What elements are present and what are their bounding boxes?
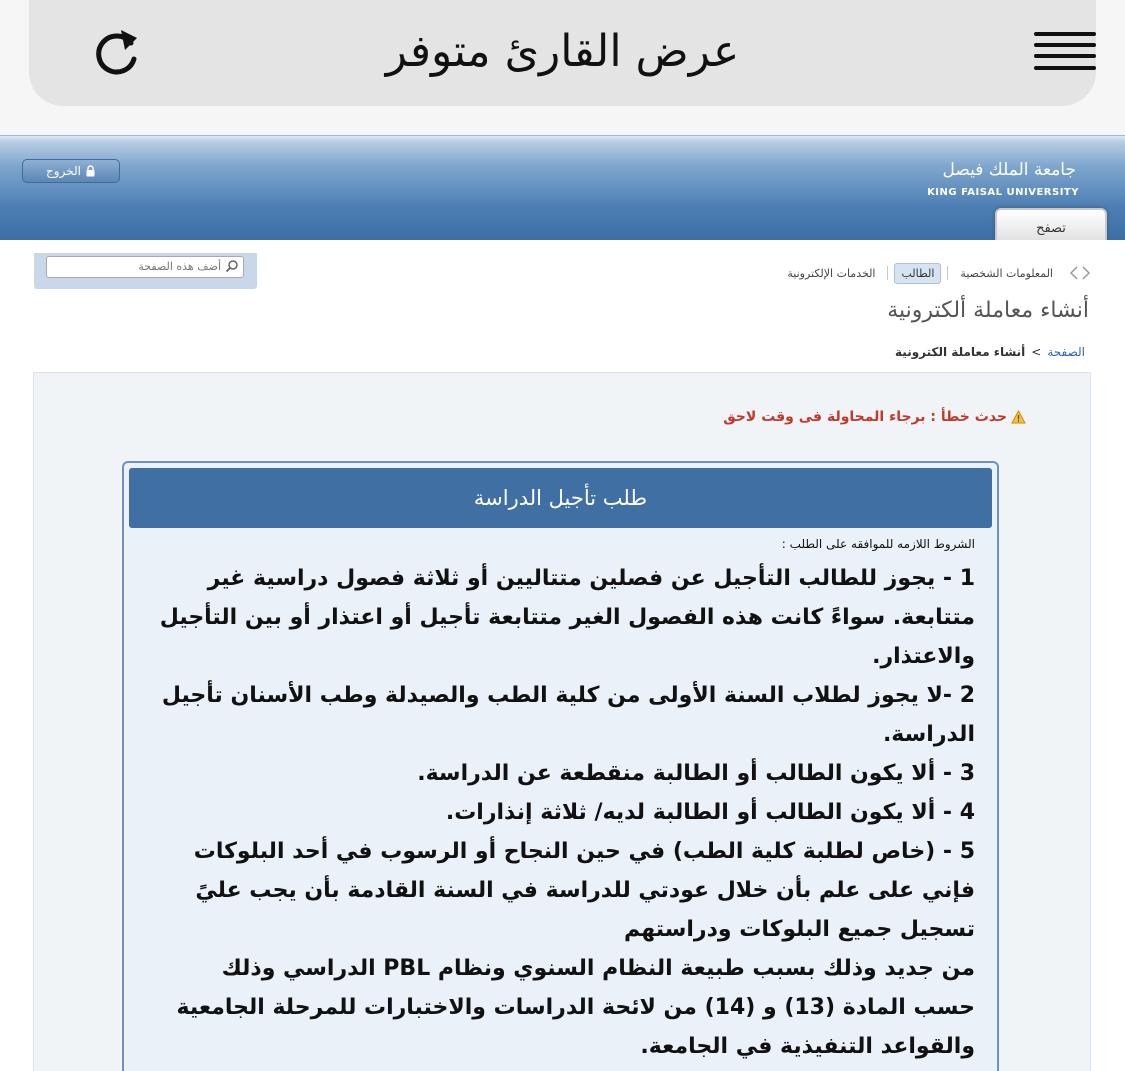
main-panel (33, 372, 1091, 1071)
condition-item: 2 -لا يجوز لطلاب السنة الأولى من كلية الطب والصيدلة وطب الأسنان تأجيل الدراسة. (161, 683, 975, 747)
nav-item-e-services[interactable]: الخدمات الإلكترونية (787, 266, 876, 280)
logout-button[interactable] (22, 159, 120, 183)
nav-divider (947, 266, 948, 280)
nav-item-personal-info[interactable]: المعلومات الشخصية (960, 266, 1053, 280)
reader-view-bar[interactable] (29, 0, 1096, 106)
nav-item-student[interactable]: الطالب (894, 263, 941, 284)
search-icon[interactable] (225, 259, 239, 273)
condition-item: 3 - ألا يكون الطالب أو الطالبة منقطعة عن الدراسة. (417, 761, 975, 786)
error-text: حدث خطأ : برجاء المحاولة فى وقت لاحق (723, 409, 1007, 425)
nav-arrows[interactable] (1069, 265, 1091, 281)
top-nav (781, 261, 1091, 285)
bookmark-page-input[interactable]: أضف هذه الصفحة (46, 256, 244, 278)
conditions-list (155, 559, 975, 1066)
page-title: أنشاء معاملة ألكترونية (887, 298, 1089, 323)
browse-tab[interactable]: تصفح (995, 208, 1107, 248)
conditions-heading: الشروط اللازمه للموافقه على الطلب : (781, 537, 975, 551)
bookmark-search-box (34, 253, 257, 289)
chevron-right-icon[interactable] (1081, 265, 1091, 281)
breadcrumb (895, 345, 1085, 359)
logout-label: الخروج (46, 164, 81, 178)
breadcrumb-current: أنشاء معاملة الكترونية (895, 345, 1026, 359)
condition-item: من جديد وذلك بسبب طبيعة النظام السنوي ونظام PBL الدراسي وذلك حسب المادة (13) و (14) من لائحة الدراسات والاختبارات للمرحلة الجامعية والقواعد التنفيذية في الجامعة. (176, 956, 975, 1059)
university-name-arabic: جامعة الملك فيصل (942, 160, 1076, 180)
form-title: طلب تأجيل الدراسة (129, 468, 992, 528)
lock-icon (85, 165, 96, 177)
deferral-form (122, 461, 999, 1071)
condition-item: 1 - يجوز للطالب التأجيل عن فصلين متتاليين أو ثلاثة فصول دراسية غير متتابعة. سواءً كانت هذه الفصول الغير متتابعة تأجيل أو اعتذار أو بين التأجيل والاعتذار. (159, 566, 975, 669)
nav-divider (887, 266, 888, 280)
reader-available-title: عرض القارئ متوفر (385, 26, 740, 77)
breadcrumb-separator: > (1031, 345, 1042, 359)
condition-item: 4 - ألا يكون الطالب أو الطالبة لديه/ ثلاثة إنذارات. (445, 800, 975, 825)
content-area (0, 240, 1125, 1071)
university-header (0, 135, 1125, 240)
condition-item: 5 - (خاص لطلبة كلية الطب) في حين النجاح أو الرسوب في أحد البلوكات فإني على علم بأن خلال عودتي للدراسة في السنة القادمة بأن يجب عليً تسجيل جميع البلوكات ودراستهم (193, 839, 975, 942)
breadcrumb-home-link[interactable]: الصفحة (1047, 345, 1085, 359)
browser-bar (0, 0, 1125, 135)
chevron-left-icon[interactable] (1069, 265, 1079, 281)
hamburger-menu-icon[interactable] (1034, 30, 1096, 74)
error-message (723, 409, 1026, 425)
university-name-english: KING FAISAL UNIVERSITY (927, 187, 1079, 198)
warning-icon (1011, 410, 1026, 424)
